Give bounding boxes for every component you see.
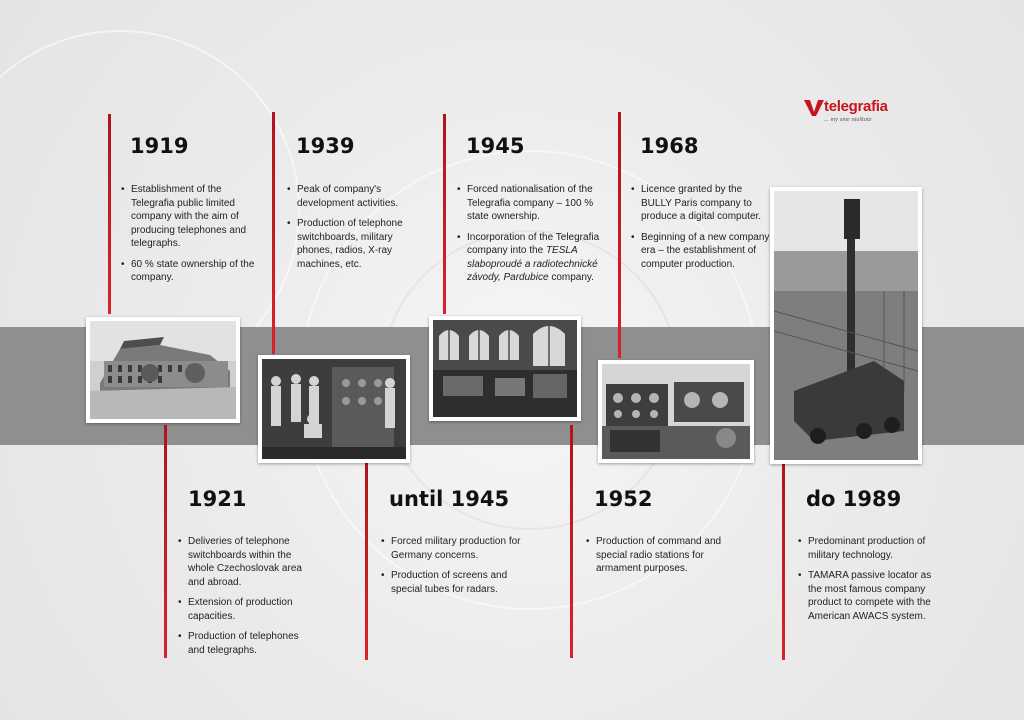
list-item: • TAMARA passive locator as the most famous company product to compete with the American AWACS system. (798, 569, 946, 623)
list-item: • Production of telephones and telegraphs. (178, 630, 318, 657)
list-item: • Predominant production of military technology. (798, 535, 946, 562)
list-item: • Extension of production capacities. (178, 596, 318, 623)
bullet-list (287, 183, 415, 278)
bullet-list (798, 535, 946, 630)
list-item: • Peak of company's development activities. (287, 183, 415, 210)
timeline-marker-1921 (164, 425, 167, 658)
list-item-text: company. (551, 272, 594, 283)
list-item: • Production of screens and special tubes for radars. (381, 569, 526, 596)
timeline-marker-1945 (443, 114, 446, 314)
timeline-marker-1939 (272, 112, 275, 354)
telegrafia-mark-icon (804, 100, 824, 116)
year-label: 1945 (466, 134, 525, 158)
timeline-marker-1968 (618, 112, 621, 358)
bullet-list (121, 183, 261, 292)
bullet-list (178, 535, 318, 664)
year-label: do 1989 (806, 487, 902, 511)
list-item: • Production of telephone switchboards, military phones, radios, X-ray machines, etc. (287, 217, 415, 271)
bullet-list (586, 535, 726, 583)
tamara-locator-photo (770, 187, 922, 464)
list-item (457, 231, 609, 285)
bullet-list (381, 535, 526, 603)
timeline-marker-do-1989 (782, 462, 785, 660)
year-label: 1952 (594, 487, 653, 511)
list-item: • Production of command and special radio stations for armament purposes. (586, 535, 726, 576)
year-label: until 1945 (389, 487, 510, 511)
year-label: 1968 (640, 134, 699, 158)
workers-switchboard-photo (258, 355, 410, 463)
production-hall-photo (429, 316, 581, 421)
timeline-marker-1919 (108, 114, 111, 314)
factory-building-photo (86, 317, 240, 423)
telegrafia-logo (800, 98, 900, 128)
logo-text: telegrafia (824, 98, 888, 115)
list-item: • Establishment of the Telegrafia public limited company with the aim of producing telephones and telegraphs. (121, 183, 261, 251)
logo-tagline: ... my sme nieštote (824, 116, 872, 123)
list-item: • Deliveries of telephone switchboards within the whole Czechoslovak area and abroad. (178, 535, 318, 589)
list-item: • Forced nationalisation of the Telegrafia company – 100 % state ownership. (457, 183, 609, 224)
radio-station-photo (598, 360, 754, 463)
list-item-text: Incorporation of the Telegrafia company into the (467, 231, 600, 256)
list-item-italic: TESLA slaboproudé a radiotechnické závody, Pardubice (467, 245, 598, 283)
year-label: 1921 (188, 487, 247, 511)
list-item: • Licence granted by the BULLY Paris company to produce a digital computer. (631, 183, 773, 224)
year-label: 1919 (130, 134, 189, 158)
timeline-marker-1952 (570, 425, 573, 658)
timeline-marker-until-1945 (365, 462, 368, 660)
bullet-list (631, 183, 773, 278)
list-item: • Forced military production for Germany concerns. (381, 535, 526, 562)
year-label: 1939 (296, 134, 355, 158)
list-item: • Beginning of a new company era – the establishment of computer production. (631, 231, 773, 272)
list-item: • 60 % state ownership of the company. (121, 258, 261, 285)
bullet-list (457, 183, 609, 292)
